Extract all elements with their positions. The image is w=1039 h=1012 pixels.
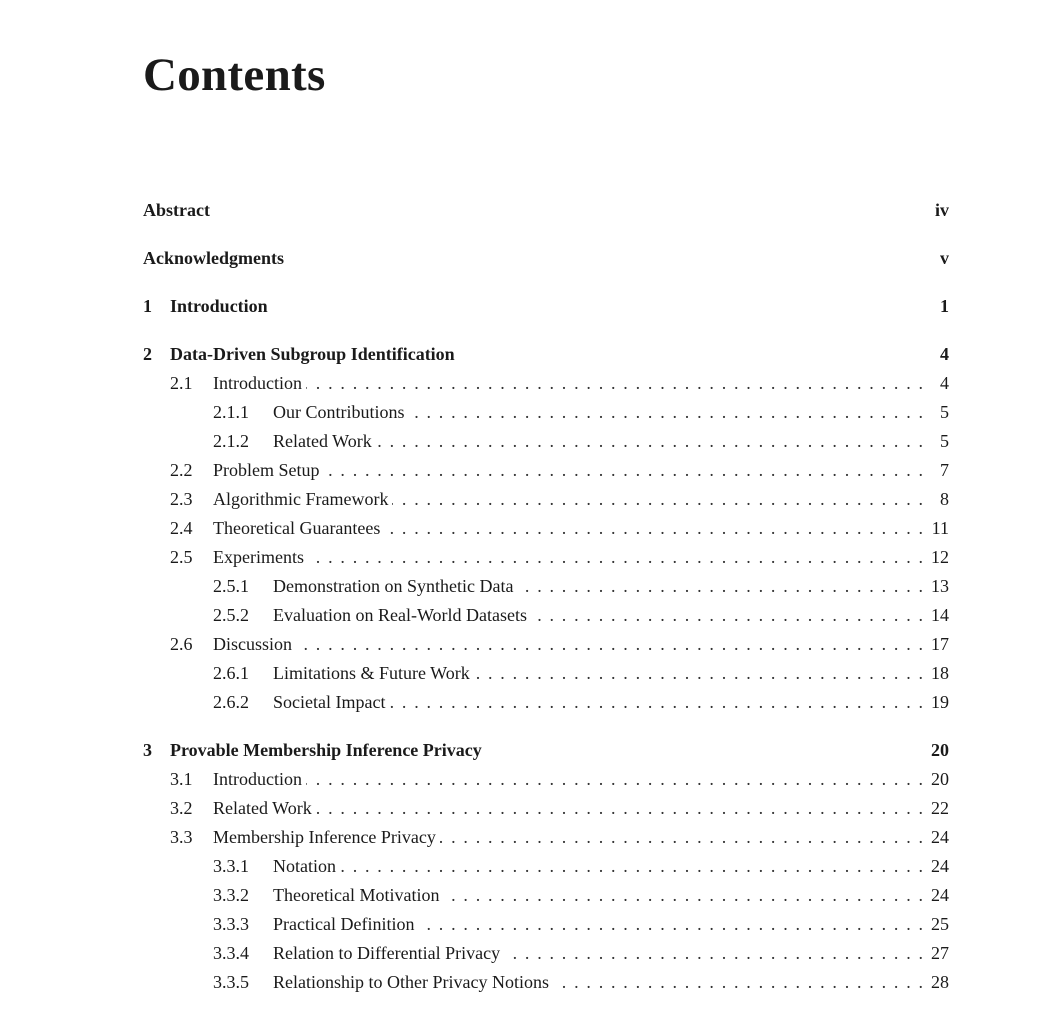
toc-entry-number: 3.3.2 bbox=[213, 885, 249, 905]
toc-entry-page-number: 24 bbox=[931, 856, 949, 876]
toc-entry-title: Data-Driven Subgroup Identification bbox=[170, 344, 455, 364]
toc-entry-number: 2.6.2 bbox=[213, 692, 249, 712]
toc-entry-number: 2.6 bbox=[170, 634, 193, 654]
toc-entry-title: Societal Impact bbox=[273, 692, 386, 712]
dot-leader bbox=[384, 518, 923, 539]
toc-entry-title: Theoretical Motivation bbox=[273, 885, 440, 905]
toc-entry-page-number: 28 bbox=[931, 972, 949, 992]
toc-entry-chapter[interactable] bbox=[143, 736, 949, 765]
toc-entry-page-number: 19 bbox=[931, 692, 949, 712]
toc-entry-section[interactable] bbox=[143, 456, 949, 485]
dot-leader bbox=[409, 402, 923, 423]
toc-entry-top[interactable] bbox=[143, 196, 949, 225]
toc-entry-title: Related Work bbox=[213, 798, 312, 818]
toc-entry-title: Evaluation on Real-World Datasets bbox=[273, 605, 527, 625]
dot-leader bbox=[440, 827, 923, 848]
toc-entry-page-number: iv bbox=[934, 200, 949, 220]
toc-entry-page-number: 13 bbox=[931, 576, 949, 596]
toc-entry-title: Practical Definition bbox=[273, 914, 415, 934]
dot-leader bbox=[474, 663, 923, 684]
toc-entry-number: 2.5 bbox=[170, 547, 193, 567]
toc-entry-subsection[interactable] bbox=[143, 881, 949, 910]
toc-entry-section[interactable] bbox=[143, 514, 949, 543]
toc-entry-number: 3.3.3 bbox=[213, 914, 249, 934]
toc-entry-number: 3.2 bbox=[170, 798, 193, 818]
toc-entry-section[interactable] bbox=[143, 485, 949, 514]
toc-entry-number: 2.1.2 bbox=[213, 431, 249, 451]
dot-leader bbox=[504, 943, 923, 964]
dot-leader bbox=[553, 972, 923, 993]
toc-entry-number: 3.3.1 bbox=[213, 856, 249, 876]
toc-entry-page-number: v bbox=[940, 248, 949, 268]
toc-entry-title: Problem Setup bbox=[213, 460, 320, 480]
toc-entry-page-number: 11 bbox=[931, 518, 949, 538]
dot-leader bbox=[306, 769, 923, 790]
toc-entry-number: 2.1.1 bbox=[213, 402, 249, 422]
toc-entry-page-number: 24 bbox=[931, 827, 949, 847]
toc-entry-page-number: 4 bbox=[940, 344, 949, 364]
toc-entry-section[interactable] bbox=[143, 630, 949, 659]
toc-entry-page-number: 20 bbox=[931, 769, 949, 789]
dot-leader bbox=[392, 489, 923, 510]
toc-entry-title: Membership Inference Privacy bbox=[213, 827, 436, 847]
toc-entry-title: Introduction bbox=[213, 769, 302, 789]
table-of-contents bbox=[143, 196, 949, 997]
dot-leader bbox=[531, 605, 923, 626]
toc-entry-title: Relation to Differential Privacy bbox=[273, 943, 501, 963]
toc-entry-section[interactable] bbox=[143, 794, 949, 823]
toc-entry-title: Acknowledgments bbox=[143, 248, 285, 268]
toc-entry-title: Abstract bbox=[143, 200, 210, 220]
dot-leader bbox=[443, 885, 923, 906]
toc-entry-title: Theoretical Guarantees bbox=[213, 518, 381, 538]
dot-leader bbox=[376, 431, 923, 452]
dot-leader bbox=[308, 547, 923, 568]
toc-entry-chapter[interactable] bbox=[143, 292, 949, 321]
toc-entry-number: 2.5.1 bbox=[213, 576, 249, 596]
dot-leader bbox=[296, 634, 923, 655]
dot-leader bbox=[389, 692, 923, 713]
toc-entry-page-number: 5 bbox=[940, 431, 949, 451]
toc-entry-page-number: 24 bbox=[931, 885, 949, 905]
toc-entry-page-number: 22 bbox=[931, 798, 949, 818]
toc-entry-title: Related Work bbox=[273, 431, 372, 451]
dot-leader bbox=[418, 914, 923, 935]
toc-entry-page-number: 1 bbox=[940, 296, 949, 316]
toc-entry-page-number: 25 bbox=[931, 914, 949, 934]
toc-entry-number: 2.3 bbox=[170, 489, 193, 509]
toc-entry-section[interactable] bbox=[143, 823, 949, 852]
toc-entry-subsection[interactable] bbox=[143, 398, 949, 427]
toc-entry-subsection[interactable] bbox=[143, 601, 949, 630]
toc-entry-number: 2.2 bbox=[170, 460, 193, 480]
toc-entry-title: Limitations & Future Work bbox=[273, 663, 470, 683]
toc-entry-page-number: 8 bbox=[940, 489, 949, 509]
toc-entry-page-number: 12 bbox=[931, 547, 949, 567]
toc-entry-page-number: 18 bbox=[931, 663, 949, 683]
toc-entry-section[interactable] bbox=[143, 369, 949, 398]
toc-entry-page-number: 7 bbox=[940, 460, 949, 480]
toc-entry-title: Algorithmic Framework bbox=[213, 489, 389, 509]
toc-entry-number: 3.1 bbox=[170, 769, 193, 789]
toc-entry-number: 2 bbox=[143, 344, 152, 364]
toc-entry-section[interactable] bbox=[143, 543, 949, 572]
toc-entry-page-number: 17 bbox=[931, 634, 949, 654]
toc-entry-title: Provable Membership Inference Privacy bbox=[170, 740, 482, 760]
toc-entry-title: Notation bbox=[273, 856, 336, 876]
toc-entry-subsection[interactable] bbox=[143, 910, 949, 939]
toc-entry-number: 1 bbox=[143, 296, 152, 316]
toc-entry-page-number: 20 bbox=[931, 740, 949, 760]
toc-entry-title: Introduction bbox=[213, 373, 302, 393]
page-title: Contents bbox=[143, 49, 326, 101]
toc-entry-subsection[interactable] bbox=[143, 939, 949, 968]
toc-entry-subsection[interactable] bbox=[143, 688, 949, 717]
toc-entry-title: Discussion bbox=[213, 634, 293, 654]
toc-entry-top[interactable] bbox=[143, 244, 949, 273]
toc-entry-number: 2.5.2 bbox=[213, 605, 249, 625]
toc-entry-page-number: 5 bbox=[940, 402, 949, 422]
toc-entry-title: Demonstration on Synthetic Data bbox=[273, 576, 514, 596]
dot-leader bbox=[324, 460, 924, 481]
toc-entry-title: Our Contributions bbox=[273, 402, 405, 422]
toc-entry-title: Experiments bbox=[213, 547, 304, 567]
toc-entry-number: 3.3.4 bbox=[213, 943, 249, 963]
toc-entry-page-number: 27 bbox=[931, 943, 949, 963]
toc-entry-page-number: 14 bbox=[931, 605, 949, 625]
toc-entry-subsection[interactable] bbox=[143, 968, 949, 997]
toc-entry-page-number: 4 bbox=[940, 373, 949, 393]
toc-entry-subsection[interactable] bbox=[143, 572, 949, 601]
dot-leader bbox=[340, 856, 923, 877]
toc-entry-number: 2.4 bbox=[170, 518, 193, 538]
dot-leader bbox=[316, 798, 923, 819]
toc-entry-chapter[interactable] bbox=[143, 340, 949, 369]
dot-leader bbox=[517, 576, 923, 597]
toc-entry-number: 3.3 bbox=[170, 827, 193, 847]
toc-entry-number: 3 bbox=[143, 740, 152, 760]
toc-entry-title: Introduction bbox=[170, 296, 268, 316]
toc-entry-number: 2.6.1 bbox=[213, 663, 249, 683]
toc-entry-section[interactable] bbox=[143, 765, 949, 794]
toc-entry-subsection[interactable] bbox=[143, 852, 949, 881]
toc-entry-subsection[interactable] bbox=[143, 659, 949, 688]
dot-leader bbox=[306, 373, 923, 394]
toc-entry-subsection[interactable] bbox=[143, 427, 949, 456]
toc-entry-number: 3.3.5 bbox=[213, 972, 249, 992]
toc-entry-title: Relationship to Other Privacy Notions bbox=[273, 972, 549, 992]
toc-entry-number: 2.1 bbox=[170, 373, 193, 393]
